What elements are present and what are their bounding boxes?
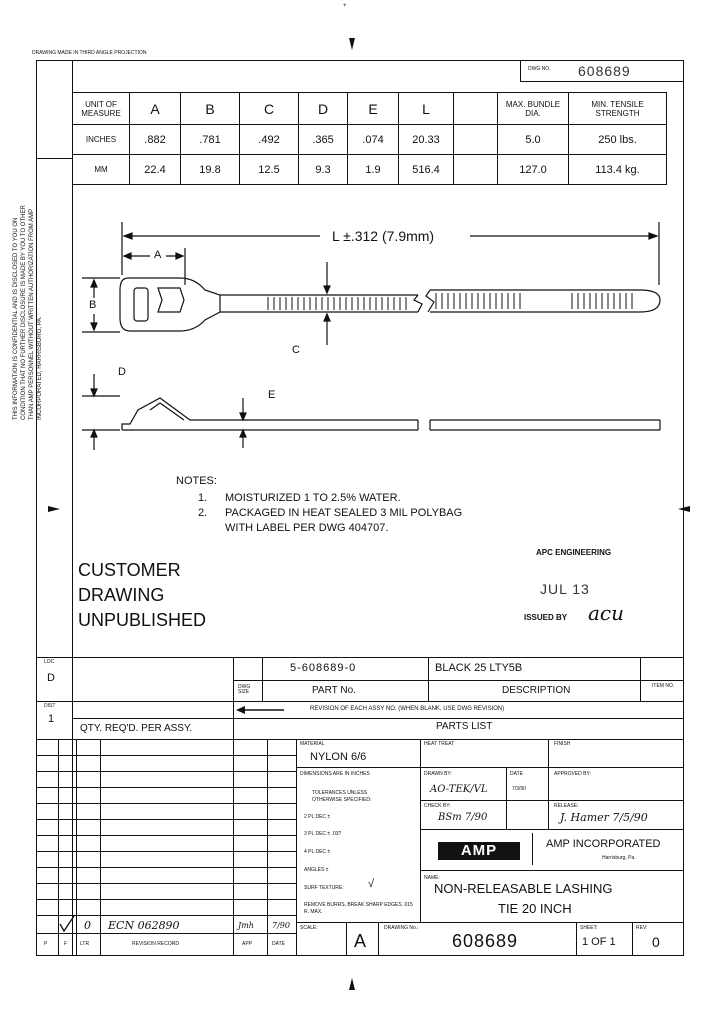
rev-ltr: 0 [84, 919, 91, 932]
part-no-label: PART No. [312, 685, 356, 696]
dec2: 2 PL DEC ± [304, 814, 331, 820]
unit-header: UNIT OF MEASURE [73, 93, 130, 125]
min-tensile-header: MIN. TENSILE STRENGTH [569, 93, 667, 125]
stamp-issued-by: ISSUED BY [524, 613, 568, 622]
item-no-label: ITEM NO. [652, 683, 675, 689]
stamp-dept: APC ENGINEERING [536, 548, 612, 557]
col-a: A [130, 93, 181, 125]
approved-label: APPROVED BY: [554, 771, 591, 777]
dim-e-label: E [268, 389, 276, 401]
cell-bundle: 127.0 [498, 155, 569, 185]
col-e: E [348, 93, 399, 125]
cell-value: 516.4 [399, 155, 454, 185]
description-value: BLACK 25 LTY5B [435, 662, 523, 674]
qty-label: QTY. REQ'D. PER ASSY. [80, 723, 193, 734]
rev-header-date: DATE [272, 941, 285, 947]
cell-value: 22.4 [130, 155, 181, 185]
cell-value: .492 [240, 125, 299, 155]
surf-mark: √ [368, 878, 375, 890]
drawn-by-label: DRAWN BY: [424, 771, 452, 777]
note-num: 1. [198, 492, 208, 504]
release-value: J. Hamer 7/5/90 [560, 811, 648, 824]
dwg-no-value: 608689 [578, 63, 631, 79]
cell-tensile: 250 lbs. [569, 125, 667, 155]
col-l: L [399, 93, 454, 125]
col-c: C [240, 93, 299, 125]
note-text: MOISTURIZED 1 TO 2.5% WATER. [225, 492, 401, 504]
surf-texture: SURF TEXTURE: [304, 885, 344, 891]
release-label: RELEASE: [554, 803, 579, 809]
date-label: DATE [510, 771, 523, 777]
check-value: BSm 7/90 [438, 812, 488, 823]
date-value: 7/3/90 [512, 786, 526, 792]
rev-label: REV: [636, 925, 648, 931]
parts-list-label: PARTS LIST [436, 721, 493, 732]
company-name: AMP INCORPORATED [546, 838, 661, 850]
unpublished-line: UNPUBLISHED [78, 610, 207, 630]
rev-value: 0 [652, 934, 660, 950]
rev-date: 7/90 [272, 921, 290, 930]
dim-b-label: B [89, 299, 97, 311]
check-mark-icon [58, 914, 76, 934]
col-b: B [181, 93, 240, 125]
cell-value: 12.5 [240, 155, 299, 185]
material-value: NYLON 6/6 [310, 751, 367, 763]
title-line-1: NON-RELEASABLE LASHING [434, 881, 613, 896]
part-no-value: 5-608689-0 [290, 662, 357, 674]
col-d: D [299, 93, 348, 125]
check-label: CHECK BY: [424, 803, 451, 809]
drawing-no-value: 608689 [452, 931, 519, 951]
rev-app: Jmh [238, 921, 254, 930]
dimensions-note: DIMENSIONS ARE IN INCHES [300, 771, 370, 777]
rev-header-ltr: LTR [80, 941, 90, 947]
dwg-no-label: DWG NO. [528, 66, 551, 72]
sheet-value: 1 OF 1 [582, 936, 616, 948]
finish-label: FINISH [554, 741, 571, 747]
cell-value: .882 [130, 125, 181, 155]
note-text: PACKAGED IN HEAT SEALED 3 MIL POLYBAG [225, 507, 463, 519]
scale-label: SCALE: [300, 925, 318, 931]
confidentiality-note: THIS INFORMATION IS CONFIDENTIAL AND IS DISCLOSED TO YOU ON CONDITION THAT NO FURTHER DISCLOSURE IS MADE BY YOU TO OTHER THAN AMP PERSONNEL WITHOUT WRITTEN AUTHORIZATION FROM AMP INCORPORATED, HARRISBURG, PA. [13, 205, 43, 420]
row-unit: INCHES [73, 125, 130, 155]
rev-header-p: P [44, 941, 48, 947]
cell-tensile: 113.4 kg. [569, 155, 667, 185]
dim-d-label: D [118, 366, 126, 378]
dec4: 4 PL DEC ± [304, 849, 331, 855]
top-mark: + [343, 3, 347, 9]
angles: ANGLES ± [304, 867, 329, 873]
cell-value: 20.33 [399, 125, 454, 155]
cell-bundle: 5.0 [498, 125, 569, 155]
rev-header-record: REVISION RECORD [132, 941, 179, 947]
cell-value: .365 [299, 125, 348, 155]
stamp-signature: acu [588, 601, 625, 625]
drawing-line: DRAWING [78, 585, 165, 605]
notes-heading: NOTES: [176, 475, 217, 487]
note-text: WITH LABEL PER DWG 404707. [225, 522, 389, 534]
name-label: NAME: [424, 875, 440, 881]
cell-value: .781 [181, 125, 240, 155]
dim-a-label: A [154, 249, 162, 261]
burrs-note: REMOVE BURRS, BREAK SHARP EDGES .015 R. MAX. [304, 902, 413, 915]
rev-header-app: APP [242, 941, 253, 947]
drawn-by-value: AO-TEK/VL [430, 784, 488, 795]
cell-value: .074 [348, 125, 399, 155]
projection-note: DRAWING MADE IN THIRD ANGLE PROJECTION [32, 50, 147, 56]
tolerances-note: TOLERANCES UNLESS OTHERWISE SPECIFIED: [312, 790, 372, 803]
dwg-size-label: DWG SIZE [238, 684, 251, 695]
rev-header-f: F [64, 941, 68, 947]
row-unit: MM [73, 155, 130, 185]
material-label: MATERIAL [300, 741, 325, 747]
size-value: A [354, 931, 367, 951]
rev-record: ECN 062890 [108, 919, 180, 932]
sheet-label: SHEET: [580, 925, 598, 931]
customer-line: CUSTOMER [78, 560, 181, 580]
company-location: Harrisburg, Pa. [602, 855, 636, 861]
left-arrow-icon [236, 704, 286, 716]
cell-value: 9.3 [299, 155, 348, 185]
title-line-2: TIE 20 INCH [498, 901, 572, 916]
heat-treat-label: HEAT TREAT [424, 741, 455, 747]
loc-label: LOC [44, 659, 55, 665]
amp-logo: AMP [438, 842, 520, 860]
description-label: DESCRIPTION [502, 685, 571, 696]
cell-value: 1.9 [348, 155, 399, 185]
loc-value: D [47, 672, 55, 684]
dist-value: 1 [48, 713, 55, 725]
cell-value: 19.8 [181, 155, 240, 185]
max-bundle-header: MAX. BUNDLE DIA. [498, 93, 569, 125]
revision-note: REVISION OF EACH ASSY NO. (WHEN BLANK, USE DWG REVISION) [310, 706, 505, 712]
dec3: 3 PL DEC ± .03? [304, 831, 342, 837]
drawing-no-label: DRAWING No.: [384, 925, 419, 931]
dist-label: DIST [44, 703, 56, 709]
length-label: L ±.312 (7.9mm) [332, 228, 435, 244]
note-num: 2. [198, 507, 208, 519]
stamp-date: JUL 13 [540, 581, 590, 597]
dim-c-label: C [292, 344, 300, 356]
